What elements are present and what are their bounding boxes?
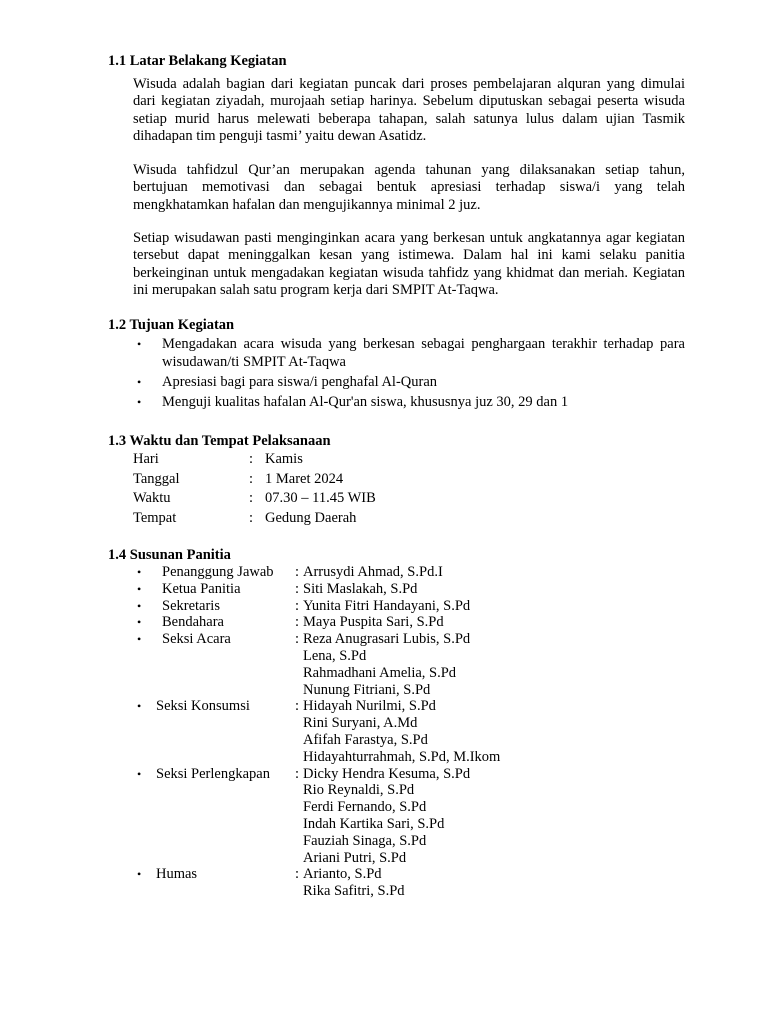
- section-heading-latar-belakang: 1.1 Latar Belakang Kegiatan: [108, 53, 287, 69]
- panitia-row: Fauziah Sinaga, S.Pd: [303, 832, 427, 849]
- list-item: • Mengadakan acara wisuda yang berkesan sebagai penghargaan terakhir terhadap para wisudawan/ti SMPIT At-Taqwa: [137, 336, 685, 370]
- bullet-icon: •: [137, 632, 142, 647]
- panitia-row: Hidayahturrahmah, S.Pd, M.Ikom: [303, 748, 501, 765]
- panitia-row: Ariani Putri, S.Pd: [303, 849, 407, 866]
- section-heading-tujuan: 1.2 Tujuan Kegiatan: [108, 317, 235, 333]
- bullet-icon: •: [137, 565, 142, 579]
- bullet-icon: •: [137, 766, 142, 781]
- panitia-row: Rio Reynaldi, S.Pd: [303, 782, 415, 799]
- panitia-row: • Sekretaris : Yunita Fitri Handayani, S.Pd: [137, 597, 471, 614]
- bullet-icon: •: [137, 581, 142, 596]
- panitia-row: • Humas : Arianto, S.Pd: [137, 866, 382, 883]
- paragraph-3: Setiap wisudawan pasti menginginkan acara yang berkesan untuk angkatannya agar kegiatan tersebut dapat meninggalkan kesan yang istimewa. Dalam hal ini kami selaku panitia berkeinginan untuk mengadakan kegiatan wisuda tahfidz yang khidmat dan meriah. Kegiatan ini merupakan salah satu program kerja dari SMPIT At-Taqwa.: [133, 230, 685, 299]
- list-item: • Apresiasi bagi para siswa/i penghafal Al-Quran: [137, 374, 438, 390]
- panitia-row: Rini Suryani, A.Md: [303, 715, 418, 732]
- panitia-row: • Seksi Acara : Reza Anugrasari Lubis, S.Pd: [137, 631, 471, 648]
- panitia-row: Nunung Fitriani, S.Pd: [303, 681, 431, 698]
- bullet-icon: •: [137, 395, 142, 409]
- panitia-row: Rika Safitri, S.Pd: [303, 883, 405, 900]
- panitia-row: Afifah Farastya, S.Pd: [303, 731, 428, 748]
- panitia-row: • Seksi Konsumsi : Hidayah Nurilmi, S.Pd: [137, 698, 436, 715]
- bullet-icon: •: [137, 867, 142, 882]
- panitia-row: • Bendahara : Maya Puspita Sari, S.Pd: [137, 614, 444, 631]
- bullet-icon: •: [137, 699, 142, 714]
- panitia-row: • Ketua Panitia : Siti Maslakah, S.Pd: [137, 580, 418, 597]
- section-heading-waktu-tempat: 1.3 Waktu dan Tempat Pelaksanaan: [108, 433, 331, 449]
- panitia-row: Indah Kartika Sari, S.Pd: [303, 815, 445, 832]
- bullet-icon: •: [137, 337, 142, 351]
- panitia-row: Lena, S.Pd: [303, 647, 367, 664]
- document-page: 1.1 Latar Belakang Kegiatan Wisuda adalah bagian dari kegiatan puncak dari proses pembelajaran alquran yang dimulai dari kegiatan ziyadah, murojaah setiap harinya. Sebelum diputuskan sebagai peserta wisuda setiap murid harus melewati beberapa tahapan, salah satunya lulus dalam ujian Tasmik dihadapan tim penguji tasmi’ yaitu dewan Asatidz. Wisuda tahfidzul Qur’an merupakan agenda tahunan yang dilaksanakan setiap tahun, bertujuan memotivasi dan sebagai bentuk apresiasi terhadap siswa/i yang telah mengkhatamkan hafalan dan mengujikannya minimal 2 juz. Setiap wisudawan pasti menginginkan acara yang berkesan untuk angkatannya agar kegiatan tersebut dapat meninggalkan kesan yang istimewa. Dalam hal ini kami selaku panitia berkeinginan untuk mengadakan kegiatan wisuda tahfidz yang khidmat dan meriah. Kegiatan ini merupakan salah satu program kerja dari SMPIT At-Taqwa. 1.2 Tujuan Kegiatan • Mengadakan acara wisuda yang berkesan sebagai penghargaan terakhir terhadap para wisudawan/ti SMPIT At-Taqwa • Apresiasi bagi para siswa/i penghafal Al-Quran • Menguji kualitas hafalan Al-Qur'an siswa, khususnya juz 30, 29 dan 1 1.3 Waktu dan Tempat Pelaksanaan Hari : Kamis Tanggal : 1 Maret 2024 Waktu : 07.30 – 11.45 WIB Tempat : Gedung Daerah 1.4 Susunan Panitia • Penanggung Jawab : Arrusydi Ahmad, S.Pd.I • Ketua Panitia : Siti Maslakah, S.Pd • Sekretaris : Yunita Fitri Handayani, S.Pd • Bendahara : Maya Puspita Sari, S.Pd • Seksi Acara : Reza Anugrasari Lubis, S.Pd Lena, S.Pd Rahmadhani Amelia, S.Pd Nunung Fitriani, S.Pd • Seksi Konsumsi : Hidayah Nurilmi, S.Pd Rini Suryani, A.Md Afifah Farastya, S.Pd Hidayahturrahmah, S.Pd, M.Ikom • Seksi Perlengkapan : Dicky Hendra Kesuma, S.Pd Rio Reynaldi, S.Pd Ferdi Fernando, S.Pd Indah Kartika Sari, S.Pd Fauziah Sinaga, S.Pd Ariani Putri, S.Pd • Humas : Arianto, S.Pd Rika Safitri, S.Pd: [108, 53, 685, 900]
- panitia-row: • Seksi Perlengkapan : Dicky Hendra Kesuma, S.Pd: [137, 765, 471, 782]
- paragraph-1: Wisuda adalah bagian dari kegiatan puncak dari proses pembelajaran alquran yang dimulai dari kegiatan ziyadah, murojaah setiap harinya. Sebelum diputuskan sebagai peserta wisuda setiap murid harus melewati beberapa tahapan, salah satunya lulus dalam ujian Tasmik dihadapan tim penguji tasmi’ yaitu dewan Asatidz.: [133, 76, 685, 145]
- list-item: • Menguji kualitas hafalan Al-Qur'an siswa, khususnya juz 30, 29 dan 1: [137, 394, 569, 410]
- tujuan-list: [133, 335, 685, 413]
- bullet-icon: •: [137, 615, 142, 630]
- section-heading-susunan-panitia: 1.4 Susunan Panitia: [108, 547, 231, 563]
- panitia-row: • Penanggung Jawab : Arrusydi Ahmad, S.Pd.I: [137, 564, 443, 580]
- paragraph-2: Wisuda tahfidzul Qur’an merupakan agenda tahunan yang dilaksanakan setiap tahun, bertujuan memotivasi dan sebagai bentuk apresiasi terhadap siswa/i yang telah mengkhatamkan hafalan dan mengujikannya minimal 2 juz.: [133, 162, 685, 213]
- bullet-icon: •: [137, 598, 142, 613]
- panitia-row: Rahmadhani Amelia, S.Pd: [303, 664, 457, 681]
- panitia-row: Ferdi Fernando, S.Pd: [303, 799, 427, 816]
- bullet-icon: •: [137, 375, 142, 389]
- panitia-table: [133, 564, 653, 900]
